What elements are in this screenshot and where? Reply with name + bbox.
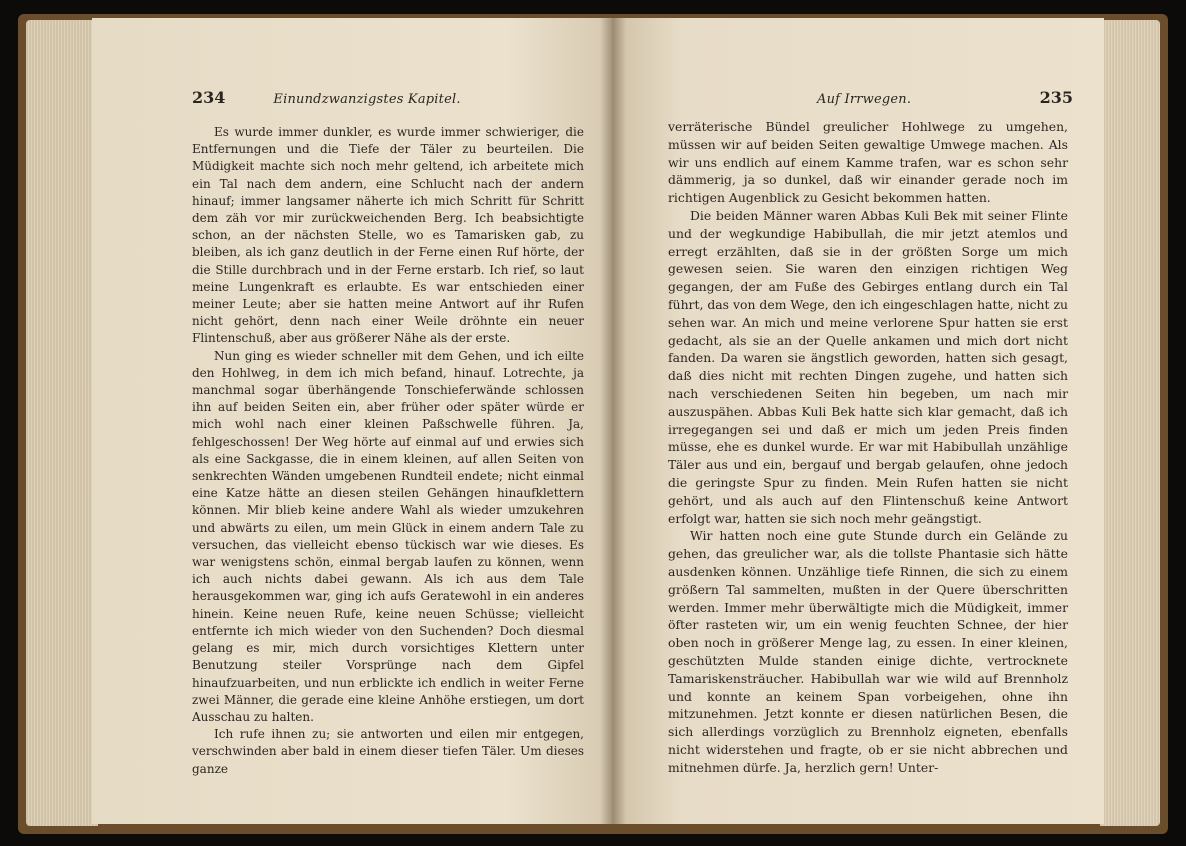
right-page-number: 235 — [1039, 88, 1073, 107]
right-page-text — [668, 118, 1068, 776]
left-paragraph-2: Nun ging es wieder schneller mit dem Gehen, und ich eilte den Hohlweg, in dem ich mich befand, hinauf. Lotrechte, ja manchmal sogar überhängende Tonschieferwände schlossen ihn auf beiden Seiten ein, aber früher oder später würde er mich wohl nach einer kleinen Paßschwelle führen. Ja, fehlgeschossen! Der Weg hörte auf einmal auf und erwies sich als eine Sackgasse, die in einem kleinen, auf allen Seiten von senkrechten Wänden umgebenen Rundteil endete; nicht einmal eine Katze hätte an diesen steilen Gehängen hinaufklettern können. Mir blieb keine andere Wahl als wieder umzukehren und abwärts zu eilen, um mein Glück in einem andern Tale zu versuchen, das vielleicht ebenso tückisch war wie dieses. Es war wenigstens schön, einmal bergab laufen zu können, wenn ich auch nichts dabei gewann. Als ich aus dem Tale herausgekommen war, ging ich aufs Geratewohl in ein anderes hinein. Keine neuen Rufe, keine neuen Schüsse; vielleicht entfernte ich mich wieder von den Suchenden? Doch diesmal gelang es mir, mich durch vorsichtiges Klettern unter Benutzung steiler Vorsprünge nach dem Gipfel hinaufzuarbeiten, und nun erblickte ich endlich in weiter Ferne zwei Männer, die gerade eine kleine Anhöhe erstiegen, um dort Ausschau zu halten. — [192, 348, 584, 724]
left-page-header — [192, 88, 584, 116]
left-page-number: 234 — [192, 88, 226, 107]
right-paragraph-3: Wir hatten noch eine gute Stunde durch ein Gelände zu gehen, das greulicher war, als die tollste Phantasie sich hätte ausdenken können. Unzählige tiefe Rinnen, die sich zu einem größern Tal sammelten, mußten in der Quere überschritten werden. Immer mehr überwältigte mich die Müdigkeit, immer öfter rasteten wir, um ein wenig feuchten Schnee, der hier oben noch in größerer Menge lag, zu essen. In einer kleinen, geschützten Mulde standen einige dichte, vertrocknete Tamariskensträucher. Habibullah war wie wild auf Brennholz und konnte an keinem Span vorbeigehen, ohne ihn mitzunehmen. Jetzt konnte er diesen natürlichen Besen, die sich allerdings vorzüglich zu Brennholz eigneten, ebenfalls nicht widerstehen und fragte, ob er sie nicht abbrechen und mitnehmen dürfe. Ja, herzlich gern! Unter- — [668, 528, 1068, 775]
left-page — [92, 18, 612, 824]
left-running-head: Einundzwanzigstes Kapitel. — [273, 92, 461, 107]
page-edges-right — [1100, 20, 1160, 826]
left-page-text — [192, 124, 584, 778]
right-page — [612, 18, 1104, 824]
right-page-header — [817, 88, 1073, 116]
right-paragraph-1: verräterische Bündel greulicher Hohlwege zu umgehen, müssen wir auf beiden Seiten gewaltige Umwege machen. Als wir uns endlich auf einem Kamme trafen, war es schon sehr dämmerig, ja so dunkel, daß wir einander gerade noch im richtigen Augenblick zu Gesicht bekommen hatten. — [668, 119, 1068, 206]
right-paragraph-2: Die beiden Männer waren Abbas Kuli Bek mit seiner Flinte und der wegkundige Habibullah, die mir jetzt atemlos und erregt erzählten, daß sie in der größten Sorge um mich gewesen seien. Sie waren den einzigen richtigen Weg gegangen, der am Fuße des Gebirges entlang durch ein Tal führt, das von dem Wege, den ich eingeschlagen hatte, nicht zu sehen war. An mich und meine verlorene Spur hatten sie erst gedacht, als sie an der Quelle ankamen und mich dort nicht fanden. Da waren sie ängstlich geworden, hatten sich gesagt, daß dies nicht mit rechten Dingen zugehe, und hatten sich nach verschiedenen Seiten hin begeben, um nach mir auszuspähen. Abbas Kuli Bek hatte sich klar gemacht, daß ich irregegangen sei und daß er mich um jeden Preis finden müsse, ehe es dunkel wurde. Er war mit Habibullah unzählige Täler aus und ein, bergauf und bergab gelaufen, ohne jedoch die geringste Spur zu finden. Mein Rufen hatten sie nicht gehört, und als auch auf den Flintenschuß keine Antwort erfolgt war, hatten sie sich noch mehr geängstigt. — [668, 207, 1068, 526]
book-gutter — [600, 18, 626, 824]
left-paragraph-1: Es wurde immer dunkler, es wurde immer schwieriger, die Entfernungen und die Tiefe der Täler zu beurteilen. Die Müdigkeit machte sich noch mehr geltend, ich arbeitete mich ein Tal nach dem andern, eine Schlucht nach der andern hinauf; immer langsamer näherte ich mich Schritt für Schritt dem zäh vor mir zurückweichenden Berg. Ich beabsichtigte schon, an der nächsten Stelle, wo es Tamarisken gab, zu bleiben, als ich ganz deutlich in der Ferne einen Ruf hörte, der die Stille durchbrach und in der Ferne erstarb. Ich rief, so laut meine Lungenkraft es erlaubte. Es war entschieden einer meiner Leute; aber sie hatten meine Antwort auf ihr Rufen nicht gehört, denn nach einer Weile dröhnte ein neuer Flintenschuß, aber aus größerer Nähe als der erste. — [192, 125, 584, 346]
page-edges-left — [26, 20, 98, 826]
left-paragraph-3: Ich rufe ihnen zu; sie antworten und eilen mir entgegen, verschwinden aber bald in einem dieser tiefen Täler. Um dieses ganze — [192, 727, 584, 776]
right-running-head: Auf Irrwegen. — [817, 92, 912, 107]
